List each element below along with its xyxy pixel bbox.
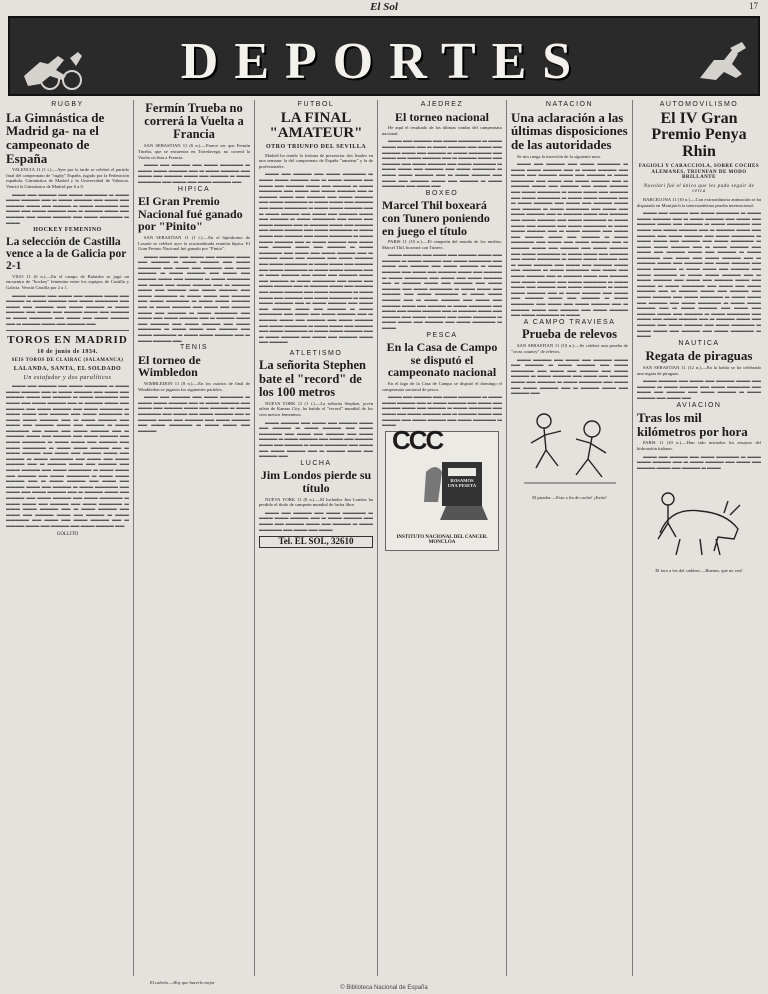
- article-text-filler: ▬▬▬ ▬▬ ▬▬▬▬ ▬▬ ▬▬▬ ▬▬▬▬▬ ▬ ▬▬▬ ▬▬▬ ▬▬▬▬ ▬▬ ▬ ▬▬▬ ▬▬▬▬ ▬▬ ▬▬▬ ▬▬ ▬▬▬▬ ▬▬▬ ▬▬ ▬▬▬▬ ▬ ▬▬▬: [637, 453, 761, 470]
- toros-subtitle: SEIS TOROS DE CLAIRAC (SALAMANCA): [11, 358, 124, 364]
- ad-slogan-line: UNA PESETA: [447, 482, 477, 488]
- headline-toros: TOROS EN MADRID: [7, 334, 128, 347]
- article-text: He aquí el resultado de las últimas rondas del campeonato nacional.: [382, 125, 502, 136]
- column-ajedrez: [382, 100, 502, 976]
- article-text-filler: ▬▬▬ ▬▬ ▬▬▬▬ ▬▬ ▬▬▬ ▬▬▬▬▬ ▬ ▬▬▬ ▬▬▬ ▬▬▬▬ ▬▬ ▬ ▬▬▬ ▬▬▬▬ ▬▬ ▬▬▬ ▬▬ ▬▬▬▬ ▬▬▬ ▬▬ ▬▬▬▬ ▬ ▬▬▬ ▬▬▬▬▬ ▬▬ ▬▬▬ ▬▬ ▬▬▬: [259, 509, 373, 532]
- toros-date: 10 de junio de 1934.: [37, 348, 98, 355]
- section-lucha: LUCHA: [300, 459, 332, 467]
- article-text: VIGO 11 (6 n.).—En el campo de Balaidos se jugó un encuentro de "hockey" femenino entre los equipos de Castilla y Galicia. Venció Castilla por 2 a 1.: [6, 273, 129, 291]
- column-rugby: [6, 100, 129, 976]
- headline-mil-kilometros: Tras los mil kilómetros por hora: [637, 410, 748, 439]
- toros-names: LALANDA, SANTA, EL SOLDADO: [13, 365, 122, 372]
- column-rule: [377, 100, 378, 976]
- headline-stephen: La señorita Stephen bate el "record" de los 100 metros: [259, 358, 366, 399]
- article-text: PARIS 11 (10 n.).—El campeón del mundo de los medios, Marcel Thil, boxeará con Tunero.: [382, 239, 502, 250]
- section-nautica: NAUTICA: [678, 339, 720, 347]
- column-futbol: [259, 100, 373, 976]
- headline-torneo-nacional: El torneo nacional: [394, 109, 489, 124]
- page-number: 17: [749, 1, 758, 11]
- column-automovilismo: [637, 100, 761, 976]
- article-text-filler: ▬▬▬ ▬▬ ▬▬▬▬ ▬▬ ▬▬▬ ▬▬▬▬▬ ▬ ▬▬▬ ▬▬▬ ▬▬▬▬ ▬▬ ▬ ▬▬▬ ▬▬▬▬ ▬▬ ▬▬▬ ▬▬ ▬▬▬▬ ▬▬▬ ▬▬ ▬▬▬▬ ▬ ▬▬▬ ▬▬▬▬▬ ▬▬ ▬▬▬ ▬▬ ▬▬▬ ▬▬▬▬ ▬▬ ▬ ▬▬▬▬ ▬▬▬ ▬▬ ▬▬▬▬ ▬▬ ▬▬▬ ▬▬▬▬ ▬▬ ▬▬▬ ▬▬▬▬▬ ▬ ▬▬▬: [6, 191, 129, 225]
- article-text-filler: ▬▬▬ ▬▬▬▬ ▬▬ ▬▬▬ ▬▬ ▬▬▬▬ ▬▬▬ ▬▬ ▬▬▬▬ ▬ ▬▬▬ ▬▬▬▬ ▬▬ ▬▬▬ ▬▬▬▬▬ ▬▬ ▬▬▬ ▬▬ ▬▬▬▬ ▬▬ ▬▬▬ ▬▬▬▬ ▬ ▬▬▬ ▬▬▬▬ ▬▬ ▬▬▬ ▬▬ ▬▬▬▬ ▬▬▬ ▬▬ ▬▬▬▬ ▬ ▬▬▬ ▬▬▬▬▬ ▬▬ ▬▬▬ ▬▬ ▬▬▬ ▬▬▬▬ ▬▬ ▬ ▬▬▬▬ ▬▬▬ ▬▬ ▬▬▬▬ ▬▬ ▬▬▬ ▬▬▬▬ ▬▬ ▬▬▬ ▬▬▬▬▬ ▬ ▬▬▬ ▬▬▬ ▬▬ ▬▬▬▬ ▬▬ ▬▬▬ ▬▬▬▬▬ ▬ ▬▬▬ ▬▬▬ ▬▬▬▬ ▬▬ ▬ ▬▬▬ ▬▬▬▬ ▬▬ ▬▬▬ ▬▬ ▬▬▬▬ ▬▬▬ ▬▬ ▬▬▬▬ ▬ ▬▬▬ ▬▬▬▬▬ ▬▬ ▬▬▬ ▬▬ ▬▬▬ ▬▬▬▬ ▬▬ ▬ ▬▬▬▬ ▬▬▬ ▬▬ ▬▬▬▬ ▬▬ ▬▬▬ ▬▬▬▬ ▬▬ ▬▬▬ ▬▬▬▬▬ ▬ ▬▬▬ ▬▬▬ ▬▬ ▬▬▬▬ ▬▬ ▬▬▬ ▬▬▬▬▬ ▬ ▬▬▬ ▬▬▬ ▬▬▬▬ ▬▬ ▬ ▬▬▬ ▬▬▬▬ ▬▬: [138, 253, 250, 343]
- article-text-filler: ▬▬▬ ▬▬▬▬ ▬▬ ▬▬▬ ▬▬ ▬▬▬▬ ▬▬▬ ▬▬ ▬▬▬▬ ▬ ▬▬▬ ▬▬▬▬ ▬▬ ▬▬▬ ▬▬▬▬▬ ▬▬ ▬▬▬ ▬▬ ▬▬▬▬ ▬▬ ▬▬▬ ▬▬▬▬ ▬ ▬▬▬ ▬▬▬▬ ▬▬ ▬▬▬ ▬▬ ▬▬▬▬ ▬▬▬ ▬▬ ▬▬▬▬ ▬ ▬▬▬ ▬▬▬▬▬ ▬▬ ▬▬▬ ▬▬ ▬▬▬ ▬▬▬▬ ▬▬ ▬ ▬▬▬▬ ▬▬▬ ▬▬ ▬▬▬▬ ▬▬: [259, 419, 373, 459]
- column-rule: [254, 100, 255, 976]
- ad-slogan: [444, 478, 480, 488]
- cartoon-caption-left: El cabrito.—Hay que hacerlo mejor: [150, 980, 215, 985]
- headline-penya-rhin: El IV Gran Premio Penya Rhin: [651, 109, 747, 161]
- cartoon-runners: [514, 399, 626, 501]
- page-footer: [0, 976, 768, 994]
- deportes-banner: [8, 16, 760, 96]
- banner-title: DEPORTES: [180, 33, 588, 90]
- column-rule: [133, 100, 134, 976]
- article-text-filler: ▬▬▬ ▬▬▬▬ ▬▬ ▬▬▬ ▬▬ ▬▬▬▬ ▬▬▬ ▬▬ ▬▬▬▬ ▬ ▬▬▬ ▬▬▬▬ ▬▬ ▬▬▬ ▬▬▬▬▬ ▬▬ ▬▬▬ ▬▬ ▬▬▬▬ ▬▬ ▬▬▬ ▬▬▬▬ ▬ ▬▬▬ ▬▬▬▬ ▬▬ ▬▬▬ ▬▬ ▬▬▬▬ ▬▬▬ ▬▬ ▬▬▬▬ ▬ ▬▬▬ ▬▬▬▬▬ ▬▬ ▬▬▬ ▬▬ ▬▬▬ ▬▬▬▬ ▬▬ ▬ ▬▬▬▬ ▬▬▬ ▬▬ ▬▬▬▬ ▬▬: [6, 292, 129, 326]
- collecting-box-drawing: [386, 424, 498, 550]
- cartoon-caption: El pirador.—Esto a fin de cacho! ¡Exito!: [532, 495, 607, 501]
- article-text-filler: ▬▬▬ ▬▬ ▬▬▬▬ ▬▬ ▬▬▬ ▬▬▬▬▬ ▬ ▬▬▬ ▬▬▬ ▬▬▬▬ ▬▬ ▬ ▬▬▬ ▬▬▬▬ ▬▬ ▬▬▬ ▬▬ ▬▬▬▬ ▬▬▬ ▬▬ ▬▬▬▬ ▬ ▬▬▬ ▬▬▬▬▬ ▬▬ ▬▬▬ ▬▬ ▬▬▬ ▬▬▬▬ ▬▬ ▬ ▬▬▬▬ ▬▬▬ ▬▬ ▬▬▬▬ ▬▬ ▬▬▬ ▬▬▬▬ ▬▬ ▬▬▬ ▬▬▬▬▬ ▬ ▬▬▬ ▬▬▬ ▬▬ ▬▬▬▬: [138, 394, 250, 433]
- headline-piraguas: Regata de piraguas: [645, 348, 753, 364]
- article-text: NUEVA YORK 11 (8 n.).—El luchador Jim Londos ha perdido el título de campeón mundial de lucha libre.: [259, 496, 373, 508]
- section-atletismo-2: A CAMPO TRAVIESA: [523, 318, 616, 326]
- section-automovilismo: AUTOMOVILISMO: [659, 101, 739, 108]
- article-text: SAN SEBASTIAN 11 (1 t.).—En el hipódromo de Lasarte se celebró ayer la acostumbrada reunión hípica. El Gran Premio Nacional fué ganado por "Pinito".: [138, 234, 250, 252]
- subsection-hockey: HOCKEY FEMENINO: [33, 227, 102, 234]
- section-pesca: PESCA: [426, 331, 458, 339]
- article-text-filler: ▬▬▬ ▬▬ ▬▬▬▬ ▬▬ ▬▬▬ ▬▬▬▬▬ ▬ ▬▬▬ ▬▬▬ ▬▬▬▬ ▬▬ ▬ ▬▬▬ ▬▬▬▬ ▬▬ ▬▬▬ ▬▬ ▬▬▬▬ ▬▬▬ ▬▬ ▬▬▬▬ ▬ ▬▬▬ ▬▬▬▬▬ ▬▬ ▬▬▬ ▬▬ ▬▬▬ ▬▬▬▬ ▬▬ ▬ ▬▬▬▬ ▬▬▬ ▬▬ ▬▬▬▬ ▬▬ ▬▬▬ ▬▬▬▬ ▬▬ ▬▬▬ ▬▬▬▬▬ ▬ ▬▬▬ ▬▬▬ ▬▬ ▬▬▬▬ ▬▬ ▬▬▬ ▬▬▬▬▬ ▬ ▬▬▬ ▬▬▬ ▬▬▬▬ ▬▬ ▬ ▬▬▬ ▬▬▬▬ ▬▬ ▬▬▬ ▬▬ ▬▬▬▬ ▬▬▬ ▬▬ ▬▬▬▬ ▬ ▬▬▬ ▬▬▬▬▬ ▬▬ ▬▬▬ ▬▬ ▬▬▬ ▬▬▬▬ ▬▬ ▬ ▬▬▬▬ ▬▬▬ ▬▬ ▬▬▬▬ ▬▬ ▬▬▬ ▬▬▬▬ ▬▬ ▬▬▬ ▬▬▬▬▬ ▬ ▬▬▬ ▬▬▬ ▬▬ ▬▬▬▬ ▬▬ ▬▬▬ ▬▬▬▬▬ ▬ ▬▬▬ ▬▬▬ ▬▬▬▬ ▬▬ ▬ ▬▬▬ ▬▬▬▬ ▬▬ ▬▬▬ ▬▬ ▬▬▬▬ ▬▬▬ ▬▬ ▬▬▬▬ ▬ ▬▬▬ ▬▬▬▬▬ ▬▬ ▬▬▬ ▬▬ ▬▬▬ ▬▬▬▬ ▬▬ ▬ ▬▬▬▬ ▬▬▬ ▬▬ ▬▬▬▬ ▬▬ ▬▬▬ ▬▬▬▬ ▬▬ ▬▬▬ ▬▬▬▬▬ ▬ ▬▬▬ ▬▬▬ ▬▬ ▬▬▬▬ ▬▬ ▬▬▬ ▬▬▬▬▬ ▬ ▬▬▬ ▬▬▬ ▬▬▬▬ ▬▬ ▬ ▬▬▬ ▬▬▬▬ ▬▬ ▬▬▬ ▬▬ ▬▬▬▬ ▬▬▬ ▬▬ ▬▬▬▬ ▬ ▬▬▬ ▬▬▬▬▬ ▬▬ ▬▬▬ ▬▬ ▬▬▬ ▬▬▬▬ ▬▬ ▬ ▬▬▬▬ ▬▬▬ ▬▬ ▬▬▬▬ ▬▬ ▬▬▬ ▬▬▬▬ ▬▬ ▬▬▬ ▬▬▬▬▬ ▬ ▬▬▬ ▬▬▬ ▬▬ ▬▬▬▬ ▬▬ ▬▬▬ ▬▬▬▬▬ ▬ ▬▬▬ ▬▬▬ ▬▬▬▬ ▬▬ ▬ ▬▬▬ ▬▬▬▬ ▬▬ ▬▬▬ ▬▬ ▬▬▬▬ ▬▬▬ ▬▬ ▬▬▬▬ ▬ ▬▬▬ ▬▬▬▬▬ ▬▬ ▬▬▬ ▬▬ ▬▬▬ ▬▬▬▬ ▬▬ ▬ ▬▬▬▬ ▬▬▬ ▬▬ ▬▬▬▬ ▬▬ ▬▬▬ ▬▬▬▬ ▬▬ ▬▬▬ ▬▬▬▬▬ ▬ ▬▬▬ ▬▬▬ ▬▬ ▬▬▬▬ ▬▬ ▬▬▬ ▬▬▬▬▬ ▬ ▬▬▬ ▬▬▬ ▬▬▬▬ ▬▬ ▬ ▬▬▬ ▬▬▬▬ ▬▬ ▬▬▬ ▬▬ ▬▬▬▬ ▬▬▬ ▬▬ ▬▬▬▬: [259, 171, 373, 345]
- section-atletismo: ATLETISMO: [289, 349, 343, 357]
- masthead: [0, 0, 768, 16]
- column-natacion: [511, 100, 628, 976]
- headline-final-amateur: LA FINAL "AMATEUR": [269, 109, 363, 142]
- article-text: WIMBLEDON 11 (8 n.).—En los cuartos de final de Wimbledon se jugaron los siguientes partidos.: [138, 380, 250, 392]
- article-text: En el lago de la Casa de Campo se disputó el domingo el campeonato nacional de pesca.: [382, 380, 502, 392]
- lede-nuvolari: Nuvolari fué el único que les pudo seguir de cerca: [643, 183, 755, 195]
- article-text: BARCELONA 11 (10 n.).—Con extraordinaria animación se ha disputado en Montjuich la interesantísima prueba internacional.: [637, 196, 761, 208]
- headline-seleccion: La selección de Castilla vence a la de Galicia por 2-1: [6, 235, 127, 272]
- bull-caption: El toro a los del cadáver.—Buenas, que no vea!: [655, 567, 743, 573]
- section-boxeo: BOXEO: [425, 189, 459, 197]
- article-text: SAN SEBASTIAN 11 (10 n.).—Se celebró una prueba de "cross country" de relevos.: [511, 343, 628, 355]
- headline-trueba: Fermín Trueba no correrá la Vuelta a Francia: [144, 101, 244, 142]
- article-text: NUEVA YORK 11 (1 t.).—La señorita Stephen, joven atleta de Kansas City, ha batido el "record" mundial de los cien metros femeninos.: [259, 400, 373, 418]
- headline-relevos: Prueba de relevos: [522, 327, 617, 342]
- column-rule: [632, 100, 633, 976]
- section-aviacion: AVIACION: [676, 401, 722, 409]
- article-text-filler: ▬▬▬ ▬▬ ▬▬▬▬ ▬▬ ▬▬▬ ▬▬▬▬▬ ▬ ▬▬▬ ▬▬▬ ▬▬▬▬ ▬▬ ▬ ▬▬▬ ▬▬▬▬ ▬▬ ▬▬▬ ▬▬ ▬▬▬▬ ▬▬▬ ▬▬ ▬▬▬▬ ▬ ▬▬▬ ▬▬▬▬▬ ▬▬ ▬▬▬ ▬▬ ▬▬▬ ▬▬▬▬ ▬▬ ▬ ▬▬▬▬ ▬▬▬ ▬▬ ▬▬▬▬ ▬▬ ▬▬▬ ▬▬▬▬ ▬▬ ▬▬▬ ▬▬▬▬▬ ▬ ▬▬▬: [382, 394, 502, 428]
- section-rugby: RUGBY: [51, 101, 84, 108]
- article-text-filler: ▬▬▬ ▬▬▬▬ ▬▬ ▬▬▬ ▬▬ ▬▬▬▬ ▬▬▬ ▬▬ ▬▬▬▬ ▬ ▬▬▬ ▬▬▬▬ ▬▬ ▬▬▬ ▬▬▬▬▬ ▬▬ ▬▬▬ ▬▬ ▬▬▬▬ ▬▬ ▬▬▬ ▬▬▬▬ ▬ ▬▬▬ ▬▬▬▬ ▬▬ ▬▬▬ ▬▬ ▬▬▬▬ ▬▬▬ ▬▬ ▬▬▬▬ ▬ ▬▬▬ ▬▬▬▬▬ ▬▬ ▬▬▬ ▬▬ ▬▬▬ ▬▬▬▬ ▬▬ ▬ ▬▬▬▬ ▬▬▬ ▬▬ ▬▬▬▬ ▬▬ ▬▬▬ ▬▬▬▬ ▬▬ ▬▬▬ ▬▬▬▬▬ ▬ ▬▬▬ ▬▬▬ ▬▬ ▬▬▬▬ ▬▬ ▬▬▬ ▬▬▬▬▬ ▬ ▬▬▬ ▬▬▬ ▬▬▬▬ ▬▬ ▬ ▬▬▬ ▬▬▬▬ ▬▬ ▬▬▬ ▬▬ ▬▬▬▬ ▬▬▬ ▬▬ ▬▬▬▬ ▬ ▬▬▬ ▬▬▬▬▬ ▬▬ ▬▬▬ ▬▬ ▬▬▬ ▬▬▬▬ ▬▬ ▬ ▬▬▬▬ ▬▬▬ ▬▬ ▬▬▬▬ ▬▬ ▬▬▬ ▬▬▬▬ ▬▬ ▬▬▬ ▬▬▬▬▬ ▬ ▬▬▬ ▬▬▬ ▬▬ ▬▬▬▬ ▬▬ ▬▬▬ ▬▬▬▬▬ ▬ ▬▬▬: [382, 252, 502, 330]
- telephone-ad: Tel. EL SOL, 32610: [259, 536, 373, 548]
- section-hipica: HIPICA: [177, 185, 211, 193]
- headline-gran-premio: El Gran Premio Nacional fué ganado por "Pinito": [138, 194, 243, 234]
- column-ciclismo: [138, 100, 250, 976]
- toros-signature: GOLLITO: [56, 531, 79, 537]
- article-text-filler: ▬▬▬ ▬▬ ▬▬▬▬ ▬▬ ▬▬▬ ▬▬▬▬▬ ▬ ▬▬▬ ▬▬▬ ▬▬▬▬ ▬▬ ▬ ▬▬▬ ▬▬▬▬ ▬▬ ▬▬▬ ▬▬ ▬▬▬▬ ▬▬▬ ▬▬ ▬▬▬▬ ▬ ▬▬▬ ▬▬▬▬▬ ▬▬ ▬▬▬ ▬▬ ▬▬▬ ▬▬▬▬ ▬▬: [138, 162, 250, 184]
- headline-aclaracion: Una aclaración a las últimas disposiciones de las autoridades: [511, 109, 628, 152]
- toros-lede: Un estafador y dos paralíticos: [23, 374, 112, 381]
- bull-drawing: [640, 473, 758, 569]
- article-text: Madrid ha tenido la fortuna de presenciar dos finales en una semana: la del campeonato de España "amateur" y la de profesionales.: [259, 152, 373, 169]
- article-text: PARIS 11 (10 n.).—Han sido iniciados los ensayos del hidroavión italiano.: [637, 440, 761, 452]
- article-text: Se nos ruega la inserción de la siguiente nota.: [517, 153, 601, 159]
- article-text-filler: ▬▬▬ ▬▬▬▬ ▬▬ ▬▬▬ ▬▬ ▬▬▬▬ ▬▬▬ ▬▬ ▬▬▬▬ ▬ ▬▬▬ ▬▬▬▬ ▬▬ ▬▬▬ ▬▬▬▬▬ ▬▬ ▬▬▬ ▬▬ ▬▬▬▬ ▬▬ ▬▬▬ ▬▬▬▬ ▬ ▬▬▬ ▬▬▬▬ ▬▬ ▬▬▬ ▬▬ ▬▬▬▬ ▬▬▬ ▬▬ ▬▬▬▬ ▬ ▬▬▬ ▬▬▬▬▬ ▬▬ ▬▬▬ ▬▬ ▬▬▬ ▬▬▬▬ ▬▬ ▬ ▬▬▬▬ ▬▬▬ ▬▬ ▬▬▬▬ ▬▬: [511, 356, 628, 396]
- ad-slogan-line: ROSAMOS: [450, 477, 474, 483]
- column-rule: [506, 100, 507, 976]
- headline-londos: Jim Londos pierde su título: [260, 468, 372, 495]
- cancer-institute-ad: [385, 424, 499, 551]
- newspaper-title: El Sol: [370, 1, 398, 13]
- ccc-logo: CCC: [392, 424, 443, 455]
- headline-marcel-thil: Marcel Thil boxeará con Tunero poniendo en juego el título: [382, 198, 490, 238]
- section-natacion: NATACION: [545, 101, 594, 108]
- article-text-filler: ▬▬▬ ▬▬ ▬▬▬▬ ▬▬ ▬▬▬ ▬▬▬▬▬ ▬ ▬▬▬ ▬▬▬ ▬▬▬▬ ▬▬ ▬ ▬▬▬ ▬▬▬▬ ▬▬ ▬▬▬ ▬▬ ▬▬▬▬ ▬▬▬ ▬▬ ▬▬▬▬ ▬ ▬▬▬ ▬▬▬▬▬ ▬▬ ▬▬▬ ▬▬ ▬▬▬ ▬▬▬▬ ▬▬ ▬ ▬▬▬▬ ▬▬▬ ▬▬ ▬▬▬▬ ▬▬ ▬▬▬ ▬▬▬▬ ▬▬ ▬▬▬ ▬▬▬▬▬ ▬ ▬▬▬ ▬▬▬ ▬▬ ▬▬▬▬ ▬▬ ▬▬▬ ▬▬▬▬▬ ▬ ▬▬▬ ▬▬▬ ▬▬▬▬ ▬▬ ▬ ▬▬▬ ▬▬▬▬ ▬▬ ▬▬▬ ▬▬ ▬▬▬▬ ▬▬▬ ▬▬ ▬▬▬▬ ▬ ▬▬▬ ▬▬▬▬▬ ▬▬ ▬▬▬ ▬▬ ▬▬▬ ▬▬▬▬ ▬▬ ▬ ▬▬▬▬ ▬▬▬ ▬▬ ▬▬▬▬ ▬▬ ▬▬▬ ▬▬▬▬ ▬▬ ▬▬▬ ▬▬▬▬▬ ▬ ▬▬▬ ▬▬▬ ▬▬ ▬▬▬▬ ▬▬ ▬▬▬ ▬▬▬▬▬ ▬ ▬▬▬ ▬▬▬ ▬▬▬▬ ▬▬ ▬ ▬▬▬ ▬▬▬▬ ▬▬ ▬▬▬ ▬▬ ▬▬▬▬ ▬▬▬ ▬▬ ▬▬▬▬ ▬ ▬▬▬ ▬▬▬▬▬ ▬▬ ▬▬▬ ▬▬ ▬▬▬ ▬▬▬▬ ▬▬ ▬ ▬▬▬▬ ▬▬▬ ▬▬ ▬▬▬▬ ▬▬ ▬▬▬ ▬▬▬▬ ▬▬ ▬▬▬ ▬▬▬▬▬ ▬ ▬▬▬ ▬▬▬ ▬▬ ▬▬▬▬ ▬▬ ▬▬▬ ▬▬▬▬▬ ▬ ▬▬▬ ▬▬▬ ▬▬▬▬ ▬▬ ▬ ▬▬▬ ▬▬▬▬ ▬▬ ▬▬▬ ▬▬ ▬▬▬▬ ▬▬▬ ▬▬ ▬▬▬▬ ▬ ▬▬▬ ▬▬▬▬▬ ▬▬ ▬▬▬ ▬▬ ▬▬▬ ▬▬▬▬ ▬▬ ▬ ▬▬▬▬ ▬▬▬ ▬▬ ▬▬▬▬ ▬▬ ▬▬▬ ▬▬▬▬ ▬▬ ▬▬▬ ▬▬▬▬▬ ▬ ▬▬▬ ▬▬▬ ▬▬ ▬▬▬▬ ▬▬ ▬▬▬ ▬▬▬▬▬ ▬ ▬▬▬ ▬▬▬ ▬▬▬▬ ▬▬ ▬ ▬▬▬ ▬▬▬▬ ▬▬ ▬▬▬ ▬▬ ▬▬▬▬ ▬▬▬ ▬▬ ▬▬▬▬ ▬ ▬▬▬ ▬▬▬▬▬ ▬▬ ▬▬▬ ▬▬ ▬▬▬ ▬▬▬▬ ▬▬ ▬ ▬▬▬▬ ▬▬▬ ▬▬ ▬▬▬▬ ▬▬ ▬▬▬ ▬▬▬▬ ▬▬ ▬▬▬ ▬▬▬▬▬ ▬ ▬▬▬: [511, 161, 628, 318]
- article-text-filler: ▬▬▬ ▬▬ ▬▬▬▬ ▬▬ ▬▬▬ ▬▬▬▬▬ ▬ ▬▬▬ ▬▬▬ ▬▬▬▬ ▬▬ ▬ ▬▬▬ ▬▬▬▬ ▬▬ ▬▬▬ ▬▬ ▬▬▬▬ ▬▬▬ ▬▬ ▬▬▬▬ ▬ ▬▬▬ ▬▬▬▬▬ ▬▬ ▬▬▬ ▬▬ ▬▬▬ ▬▬▬▬ ▬▬ ▬ ▬▬▬▬ ▬▬▬ ▬▬ ▬▬▬▬ ▬▬ ▬▬▬ ▬▬▬▬ ▬▬ ▬▬▬ ▬▬▬▬▬ ▬ ▬▬▬ ▬▬▬ ▬▬ ▬▬▬▬ ▬▬ ▬▬▬ ▬▬▬▬▬ ▬ ▬▬▬ ▬▬▬ ▬▬▬▬ ▬▬ ▬ ▬▬▬ ▬▬▬▬ ▬▬ ▬▬▬ ▬▬ ▬▬▬▬ ▬▬▬ ▬▬ ▬▬▬▬ ▬ ▬▬▬ ▬▬▬▬▬ ▬▬ ▬▬▬ ▬▬ ▬▬▬ ▬▬▬▬ ▬▬ ▬ ▬▬▬▬ ▬▬▬ ▬▬ ▬▬▬▬ ▬▬ ▬▬▬ ▬▬▬▬ ▬▬ ▬▬▬ ▬▬▬▬▬ ▬ ▬▬▬ ▬▬▬ ▬▬ ▬▬▬▬ ▬▬ ▬▬▬ ▬▬▬▬▬ ▬ ▬▬▬ ▬▬▬ ▬▬▬▬ ▬▬ ▬ ▬▬▬ ▬▬▬▬ ▬▬ ▬▬▬ ▬▬ ▬▬▬▬ ▬▬▬ ▬▬ ▬▬▬▬ ▬ ▬▬▬ ▬▬▬▬▬ ▬▬ ▬▬▬ ▬▬ ▬▬▬ ▬▬▬▬ ▬▬ ▬ ▬▬▬▬ ▬▬▬ ▬▬ ▬▬▬▬ ▬▬ ▬▬▬ ▬▬▬▬ ▬▬ ▬▬▬ ▬▬▬▬▬ ▬ ▬▬▬ ▬▬▬ ▬▬ ▬▬▬▬ ▬▬ ▬▬▬ ▬▬▬▬▬ ▬ ▬▬▬ ▬▬▬ ▬▬▬▬ ▬▬ ▬ ▬▬▬ ▬▬▬▬ ▬▬ ▬▬▬ ▬▬ ▬▬▬▬ ▬▬▬ ▬▬ ▬▬▬▬ ▬ ▬▬▬ ▬▬▬▬▬ ▬▬ ▬▬▬ ▬▬ ▬▬▬ ▬▬▬▬ ▬▬ ▬ ▬▬▬▬ ▬▬▬ ▬▬ ▬▬▬▬ ▬▬ ▬▬▬ ▬▬▬▬ ▬▬ ▬▬▬ ▬▬▬▬▬ ▬ ▬▬▬ ▬▬▬ ▬▬ ▬▬▬▬ ▬▬ ▬▬▬ ▬▬▬▬▬ ▬ ▬▬▬: [637, 210, 761, 339]
- subhead-sevilla: OTRO TRIUNFO DEL SEVILLA: [265, 144, 367, 151]
- article-text: VALENCIA 11 (1 t.).—Ayer por la tarde se celebró el partido final del campeonato de "rugby" España, jugado por la Federación española, Gimnástica de Madrid y la Universidad de Valencia. Venció la Gimnástica de Madrid por 6 a 0.: [6, 167, 129, 189]
- divider: [6, 330, 129, 331]
- article-text-filler: ▬▬▬ ▬▬ ▬▬▬▬ ▬▬ ▬▬▬ ▬▬▬▬▬ ▬ ▬▬▬ ▬▬▬ ▬▬▬▬ ▬▬ ▬ ▬▬▬ ▬▬▬▬ ▬▬ ▬▬▬ ▬▬ ▬▬▬▬ ▬▬▬ ▬▬ ▬▬▬▬ ▬ ▬▬▬ ▬▬▬▬▬ ▬▬ ▬▬▬ ▬▬ ▬▬▬ ▬▬▬▬ ▬▬ ▬ ▬▬▬▬ ▬▬▬ ▬▬ ▬▬▬▬ ▬▬ ▬▬▬ ▬▬▬▬ ▬▬ ▬▬▬ ▬▬▬▬▬ ▬ ▬▬▬ ▬▬▬ ▬▬ ▬▬▬▬ ▬▬ ▬▬▬ ▬▬▬▬▬ ▬ ▬▬▬ ▬▬▬ ▬▬▬▬ ▬▬ ▬ ▬▬▬ ▬▬▬▬ ▬▬ ▬▬▬ ▬▬ ▬▬▬▬ ▬▬▬ ▬▬ ▬▬▬▬ ▬ ▬▬▬ ▬▬▬▬▬ ▬▬ ▬▬▬ ▬▬: [382, 138, 502, 189]
- cartoon-drawing: [514, 399, 626, 495]
- section-ajedrez: AJEDREZ: [420, 101, 464, 108]
- library-credit: © Biblioteca Nacional de España: [340, 985, 428, 991]
- article-text-filler: ▬▬▬ ▬▬ ▬▬▬▬ ▬▬ ▬▬▬ ▬▬▬▬▬ ▬ ▬▬▬ ▬▬▬ ▬▬▬▬ ▬▬ ▬ ▬▬▬ ▬▬▬▬ ▬▬ ▬▬▬ ▬▬ ▬▬▬▬ ▬▬▬ ▬▬ ▬▬▬▬ ▬ ▬▬▬ ▬▬▬▬▬ ▬▬ ▬▬▬ ▬▬ ▬▬▬ ▬▬▬▬ ▬▬ ▬ ▬▬▬▬ ▬▬▬ ▬▬ ▬▬▬▬ ▬▬ ▬▬▬ ▬▬▬▬ ▬▬ ▬▬▬ ▬▬▬▬▬ ▬ ▬▬▬ ▬▬▬ ▬▬ ▬▬▬▬ ▬▬ ▬▬▬ ▬▬▬▬▬ ▬ ▬▬▬ ▬▬▬ ▬▬▬▬ ▬▬ ▬ ▬▬▬ ▬▬▬▬ ▬▬ ▬▬▬ ▬▬ ▬▬▬▬ ▬▬▬ ▬▬ ▬▬▬▬ ▬ ▬▬▬ ▬▬▬▬▬ ▬▬ ▬▬▬ ▬▬ ▬▬▬ ▬▬▬▬ ▬▬ ▬ ▬▬▬▬ ▬▬▬ ▬▬ ▬▬▬▬ ▬▬ ▬▬▬ ▬▬▬▬ ▬▬ ▬▬▬ ▬▬▬▬▬ ▬ ▬▬▬ ▬▬▬ ▬▬ ▬▬▬▬ ▬▬ ▬▬▬ ▬▬▬▬▬ ▬ ▬▬▬ ▬▬▬ ▬▬▬▬ ▬▬ ▬ ▬▬▬ ▬▬▬▬ ▬▬ ▬▬▬ ▬▬ ▬▬▬▬ ▬▬▬ ▬▬ ▬▬▬▬ ▬ ▬▬▬ ▬▬▬▬▬ ▬▬ ▬▬▬ ▬▬ ▬▬▬ ▬▬▬▬ ▬▬ ▬ ▬▬▬▬ ▬▬▬ ▬▬ ▬▬▬▬ ▬▬ ▬▬▬ ▬▬▬▬ ▬▬ ▬▬▬ ▬▬▬▬▬ ▬ ▬▬▬ ▬▬▬ ▬▬ ▬▬▬▬ ▬▬ ▬▬▬ ▬▬▬▬▬ ▬ ▬▬▬ ▬▬▬ ▬▬▬▬ ▬▬ ▬ ▬▬▬ ▬▬▬▬ ▬▬ ▬▬▬ ▬▬ ▬▬▬▬ ▬▬▬ ▬▬ ▬▬▬▬ ▬ ▬▬▬ ▬▬▬▬▬ ▬▬ ▬▬▬ ▬▬ ▬▬▬ ▬▬▬▬ ▬▬ ▬ ▬▬▬▬ ▬▬▬ ▬▬ ▬▬▬▬ ▬▬ ▬▬▬ ▬▬▬▬ ▬▬ ▬▬▬ ▬▬▬▬▬ ▬ ▬▬▬ ▬▬▬ ▬▬ ▬▬▬▬ ▬▬ ▬▬▬ ▬▬▬▬▬ ▬ ▬▬▬ ▬▬▬ ▬▬▬▬ ▬▬ ▬ ▬▬▬ ▬▬▬▬ ▬▬ ▬▬▬ ▬▬ ▬▬▬▬ ▬▬▬ ▬▬ ▬▬▬▬ ▬ ▬▬▬ ▬▬▬▬▬ ▬▬ ▬▬▬ ▬▬ ▬▬▬ ▬▬▬▬ ▬▬ ▬ ▬▬▬▬ ▬▬▬ ▬▬ ▬▬▬▬ ▬▬ ▬▬▬ ▬▬▬▬ ▬▬: [6, 383, 129, 528]
- article-text: SAN SEBASTIAN 11 (6 n.).—Parece ser que Fermín Trueba, que se encuentra en Torrelavega, no correrá la Vuelta ciclista a Francia.: [138, 143, 250, 160]
- cartoon-bull: [640, 473, 758, 573]
- article-text: SAN SEBASTIAN 11 (12 n.).—En la bahía se ha celebrado una regata de piraguas.: [637, 365, 761, 376]
- headline-wimbledon: El torneo de Wimbledon: [138, 352, 201, 380]
- ad-caption: INSTITUTO NACIONAL DEL CANCER. MONCLOA: [396, 534, 488, 546]
- headline-casa-de-campo: En la Casa de Campo se disputó el campeonato nacional: [386, 340, 498, 380]
- headline-gimnastica: La Gimnástica de Madrid ga- na el campeonato de España: [6, 109, 105, 166]
- subhead-fagioli: FAGIOLI Y CARACCIOLA, SOBRE COCHES ALEMANES, TRIUNFAN DE MODO BRILLANTE: [638, 163, 760, 181]
- section-futbol: FUTBOL: [297, 101, 335, 108]
- section-tenis: TENIS: [179, 344, 209, 352]
- article-text-filler: ▬▬▬ ▬▬▬▬ ▬▬ ▬▬▬ ▬▬ ▬▬▬▬ ▬▬▬ ▬▬ ▬▬▬▬ ▬ ▬▬▬ ▬▬▬▬ ▬▬ ▬▬▬ ▬▬▬▬▬ ▬▬ ▬▬▬ ▬▬ ▬▬▬▬ ▬▬ ▬▬▬ ▬▬▬▬ ▬ ▬▬▬ ▬▬▬▬ ▬▬ ▬▬▬ ▬▬: [637, 378, 761, 400]
